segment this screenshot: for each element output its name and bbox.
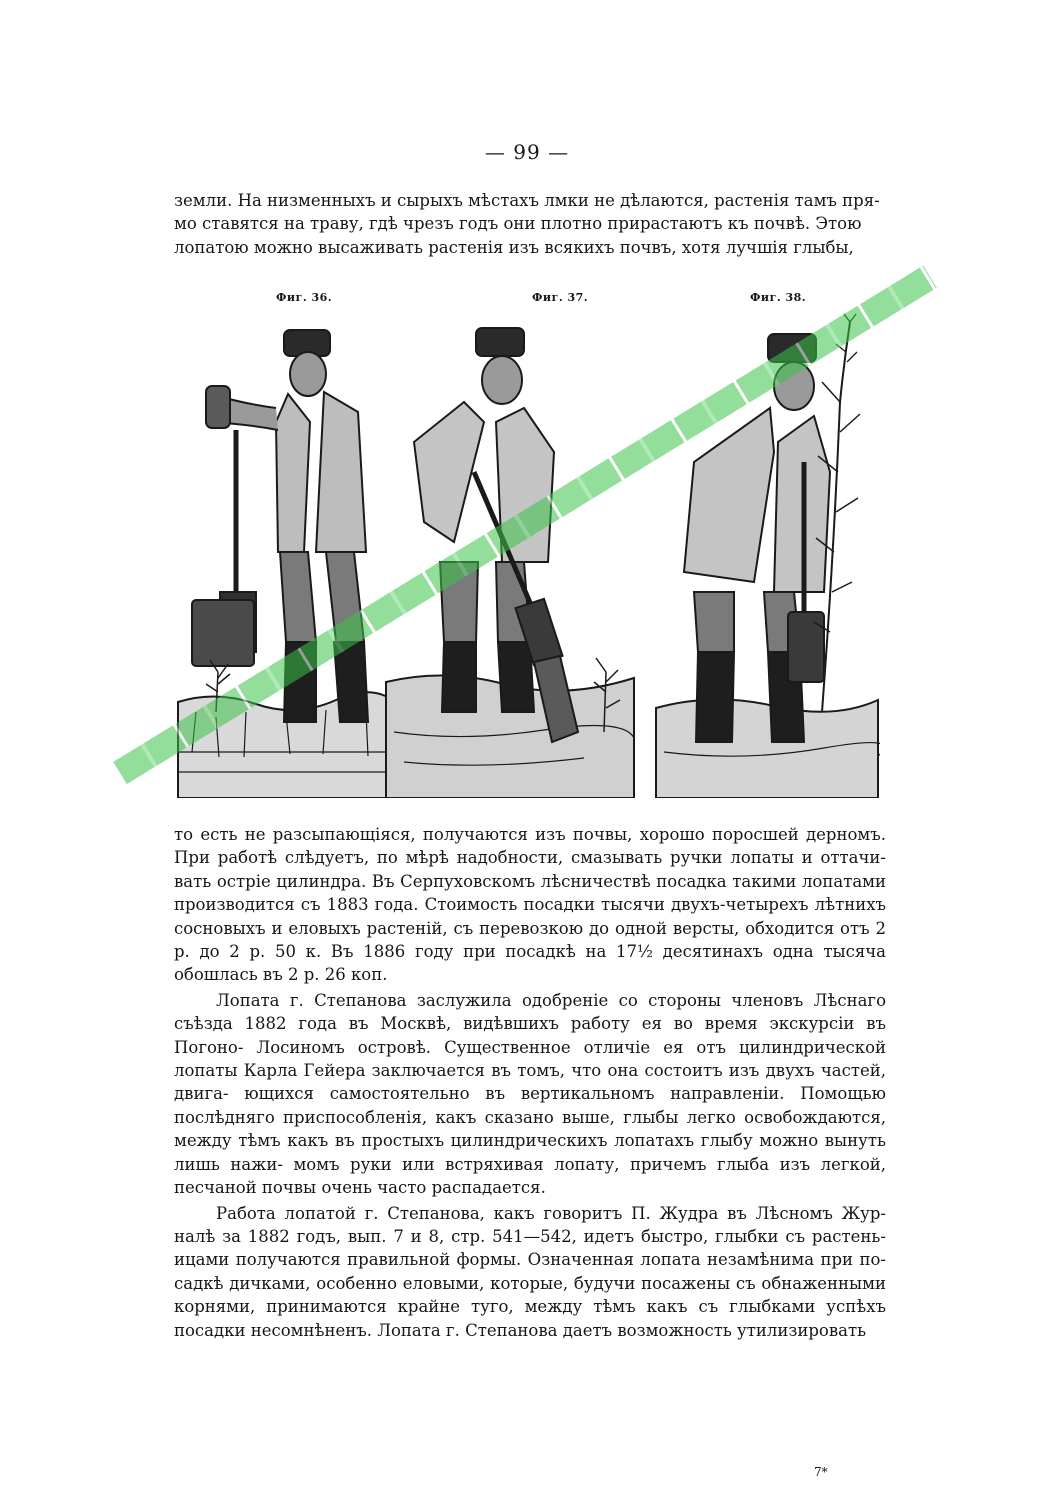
figure-38-caption: Фиг. 38. bbox=[750, 291, 807, 304]
body-text bbox=[174, 823, 886, 1342]
text-line: Работа лопатой г. Степанова, какъ говоритъ П. Жудра въ Лѣсномъ Жур- bbox=[216, 1203, 886, 1223]
page-number: — 99 — bbox=[484, 140, 570, 164]
text-line: обошлась въ 2 р. 26 коп. bbox=[174, 965, 388, 985]
text-line: съѣзда 1882 года въ Москвѣ, видѣвшихъ работу ея во время экскурсіи въ Погоно- bbox=[174, 1014, 886, 1057]
text-line: момъ руки или встряхивая лопату, причемъ глыба изъ легкой, песчаной почвы bbox=[174, 1154, 886, 1198]
text-line: посадки несомнѣненъ. Лопата г. Степанова даетъ возможность утилизировать bbox=[174, 1320, 867, 1340]
figure-36-caption: Фиг. 36. bbox=[276, 291, 333, 304]
text-line: ющихся самостоятельно въ вертикальномъ направленіи. Помощью послѣдняго bbox=[174, 1084, 887, 1127]
text-line: то есть не разсыпающіяся, получаются изъ почвы, хорошо поросшей дерномъ. bbox=[174, 825, 886, 844]
text-line: корнями, принимаются крайне туго, между тѣмъ какъ съ глыбками успѣхъ bbox=[174, 1297, 886, 1317]
paragraph bbox=[174, 989, 886, 1200]
text-line: какъ въ простыхъ цилиндрическихъ лопатахъ глыбу можно вынуть лишь нажи- bbox=[174, 1131, 886, 1174]
text-line: ицами получаются правильной формы. Означенная лопата незамѣнима при по- bbox=[174, 1250, 886, 1270]
text-line: 2 р. до 2 р. 50 к. Въ 1886 году при посадкѣ на 17½ десятинахъ одна тысяча bbox=[174, 918, 886, 962]
text-line: При работѣ слѣдуетъ, по мѣрѣ надобности, смазывать ручки лопаты и оттачи- bbox=[174, 848, 886, 868]
top-paragraph bbox=[174, 189, 886, 259]
text-line: садкѣ дичками, особенно еловыми, которые, будучи посажены съ обнаженными bbox=[174, 1273, 886, 1293]
figure-37-caption: Фиг. 37. bbox=[532, 291, 589, 304]
text-line: вать остріе цилиндра. Въ Серпуховскомъ лѣсничествѣ посадка такими лопатами bbox=[174, 871, 886, 891]
text-line: очень часто распадается. bbox=[321, 1178, 546, 1198]
text-line: приспособленія, какъ сказано выше, глыбы легко освобождаются, между тѣмъ bbox=[174, 1107, 886, 1151]
signature-mark: 7* bbox=[814, 1465, 828, 1479]
paragraph bbox=[174, 823, 886, 987]
text-line: производится съ 1883 года. Стоимость посадки тысячи двухъ-четырехъ лѣтнихъ bbox=[174, 895, 886, 915]
text-line: налѣ за 1882 годъ, вып. 7 и 8, стр. 541—542, идетъ быстро, глыбки съ растень- bbox=[174, 1226, 886, 1246]
text-line: Лопата г. Степанова заслужила одобреніе со стороны членовъ Лѣснаго bbox=[216, 990, 886, 1010]
text-line: мо ставятся на траву, гдѣ чрезъ годъ они плотно прирастаютъ къ почвѣ. Этою bbox=[174, 214, 862, 234]
figure-37-illustration bbox=[384, 312, 640, 798]
text-line: Лосиномъ островѣ. Существенное отличіе ея отъ цилиндрической лопаты bbox=[174, 1037, 887, 1081]
text-line: Карла Гейера заключается въ томъ, что она состоитъ изъ двухъ частей, двига- bbox=[174, 1061, 886, 1104]
text-line: земли. На низменныхъ и сырыхъ мѣстахъ лмки не дѣлаются, растенія тамъ пря- bbox=[174, 191, 880, 210]
text-line: сосновыхъ и еловыхъ растеній, съ перевозкою до одной версты, обходится отъ bbox=[174, 918, 870, 938]
text-line: лопатою можно высаживать растенія изъ всякихъ почвъ, хотя лучшія глыбы, bbox=[174, 237, 854, 257]
paragraph bbox=[174, 1202, 886, 1342]
